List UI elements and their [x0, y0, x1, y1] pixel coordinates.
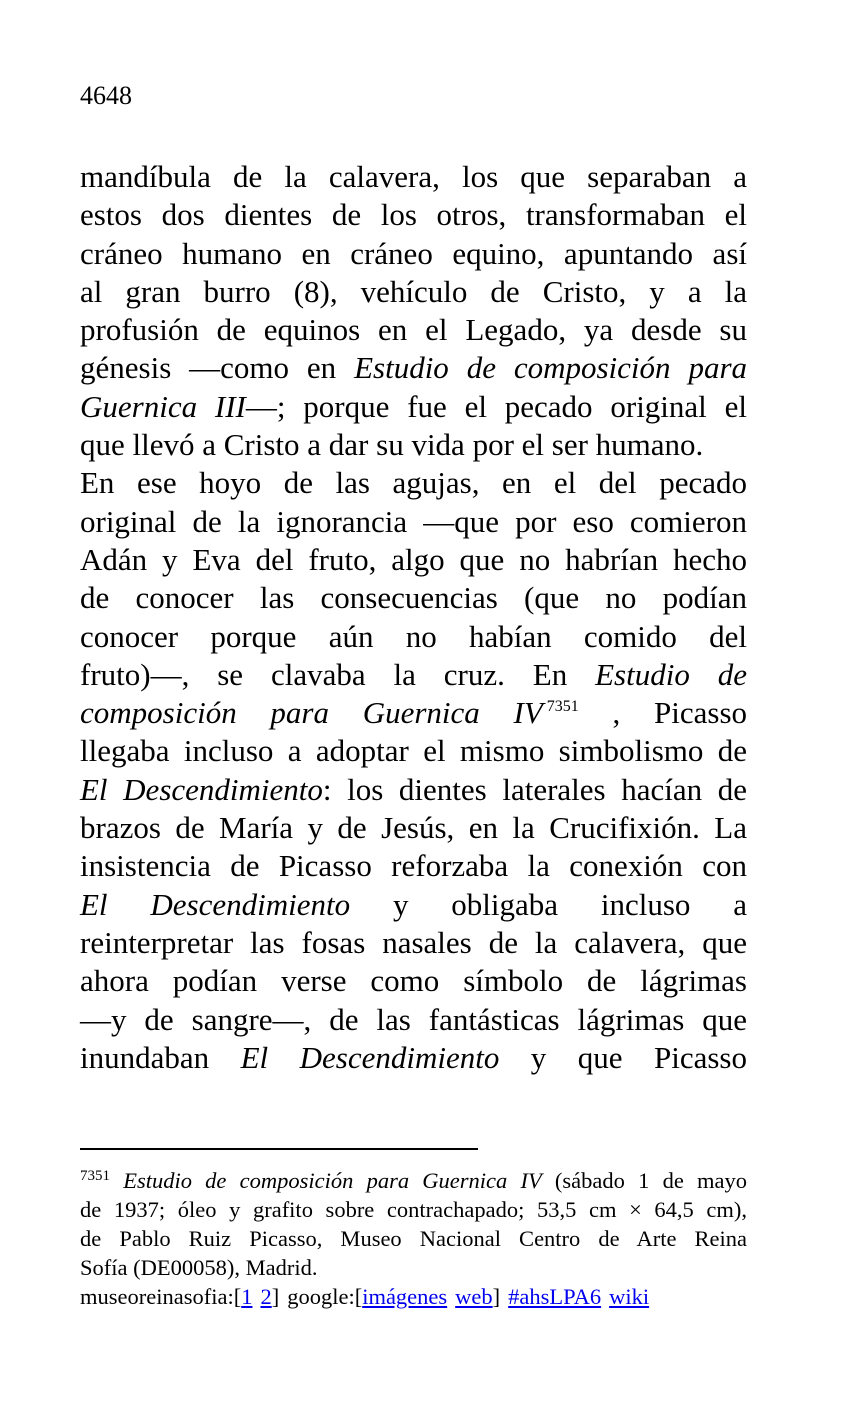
text-line: al gran burro (8), vehículo de Cristo, y a la [80, 273, 747, 309]
footnote-links: museoreinasofia:[1 2] google:[imágenes web] #ahsLPA6 wiki [80, 1284, 650, 1309]
artwork-title: El Descendimiento [80, 886, 351, 922]
text-line: fruto)—, se clavaba la cruz. En Estudio de [80, 656, 747, 692]
artwork-title: Estudio de composición para [354, 350, 748, 386]
text-line: insistencia de Picasso reforzaba la conexión con [80, 848, 747, 884]
text-line: profusión de equinos en el Legado, ya desde su [80, 312, 747, 348]
text-line: Guernica III—; porque fue el pecado original el [80, 388, 747, 424]
footnote-number: 7351 [80, 1168, 110, 1184]
text-line: de conocer las consecuencias (que no podían [80, 580, 747, 616]
hashtag-link[interactable]: #ahsLPA6 [508, 1284, 602, 1309]
artwork-title: Guernica III [80, 388, 246, 424]
text-line: ahora podían verse como símbolo de lágrimas [80, 963, 747, 999]
google-images-link[interactable]: imágenes [362, 1284, 448, 1309]
text-line: Adán y Eva del fruto, algo que no habrían hecho [80, 541, 747, 577]
text-line: inundaban El Descendimiento y que Picasso [80, 1039, 747, 1075]
text-line: —y de sangre—, de las fantásticas lágrimas que [80, 1001, 747, 1037]
text-line: reinterpretar las fosas nasales de la calavera, que [80, 924, 747, 960]
text-line: llegaba incluso a adoptar el mismo simbolismo de [80, 733, 747, 769]
footnote-artwork-title: Estudio de composición para Guernica IV [123, 1168, 542, 1193]
text-line: brazos de María y de Jesús, en la Crucifixión. La [80, 810, 747, 846]
page-number: 4648 [80, 81, 132, 110]
text-line: En ese hoyo de las agujas, en el del pecado [80, 465, 747, 501]
text-line: original de la ignorancia —que por eso comieron [80, 503, 747, 539]
body-text [80, 158, 747, 1077]
text-line: conocer porque aún no habían comido del [80, 618, 747, 654]
text-line: El Descendimiento y obligaba incluso a [80, 886, 747, 922]
text-line: cráneo humano en cráneo equino, apuntando así [80, 235, 747, 271]
text-line: El Descendimiento: los dientes laterales hacían de [80, 771, 747, 807]
text-line: que llevó a Cristo a dar su vida por el ser humano. [80, 427, 704, 463]
artwork-title: El Descendimiento [240, 1039, 500, 1075]
text-line: estos dos dientes de los otros, transformaban el [80, 197, 747, 233]
footnote-line: Sofía (DE00058), Madrid. [80, 1255, 318, 1280]
artwork-title: El Descendimiento [80, 771, 323, 807]
footnote [80, 1166, 747, 1311]
wiki-link[interactable]: wiki [609, 1284, 650, 1309]
text-line: composición para Guernica IV $^{7351}$ , Picasso [80, 695, 748, 731]
museo-link-2[interactable]: 2 [260, 1284, 272, 1309]
footnote-line: de 1937; óleo y grafito sobre contrachapado; 53,5 cm × 64,5 cm), [80, 1197, 747, 1222]
museo-link-1[interactable]: 1 [241, 1284, 253, 1309]
footnote-separator [80, 1148, 478, 1150]
text-line: mandíbula de la calavera, los que separaban a [80, 159, 747, 194]
text-line: génesis —como en Estudio de composición para [80, 350, 748, 386]
footnote-line: de Pablo Ruiz Picasso, Museo Nacional Centro de Arte Reina [80, 1226, 747, 1251]
footnote-reference[interactable]: 7351 [546, 698, 579, 716]
google-web-link[interactable]: web [455, 1284, 493, 1309]
artwork-title: composición para Guernica IV [80, 695, 543, 731]
artwork-title: Estudio de [595, 656, 747, 692]
footnote-line: $^{7351}$ Estudio de composición para Guernica IV (sábado 1 de mayo [80, 1168, 748, 1193]
